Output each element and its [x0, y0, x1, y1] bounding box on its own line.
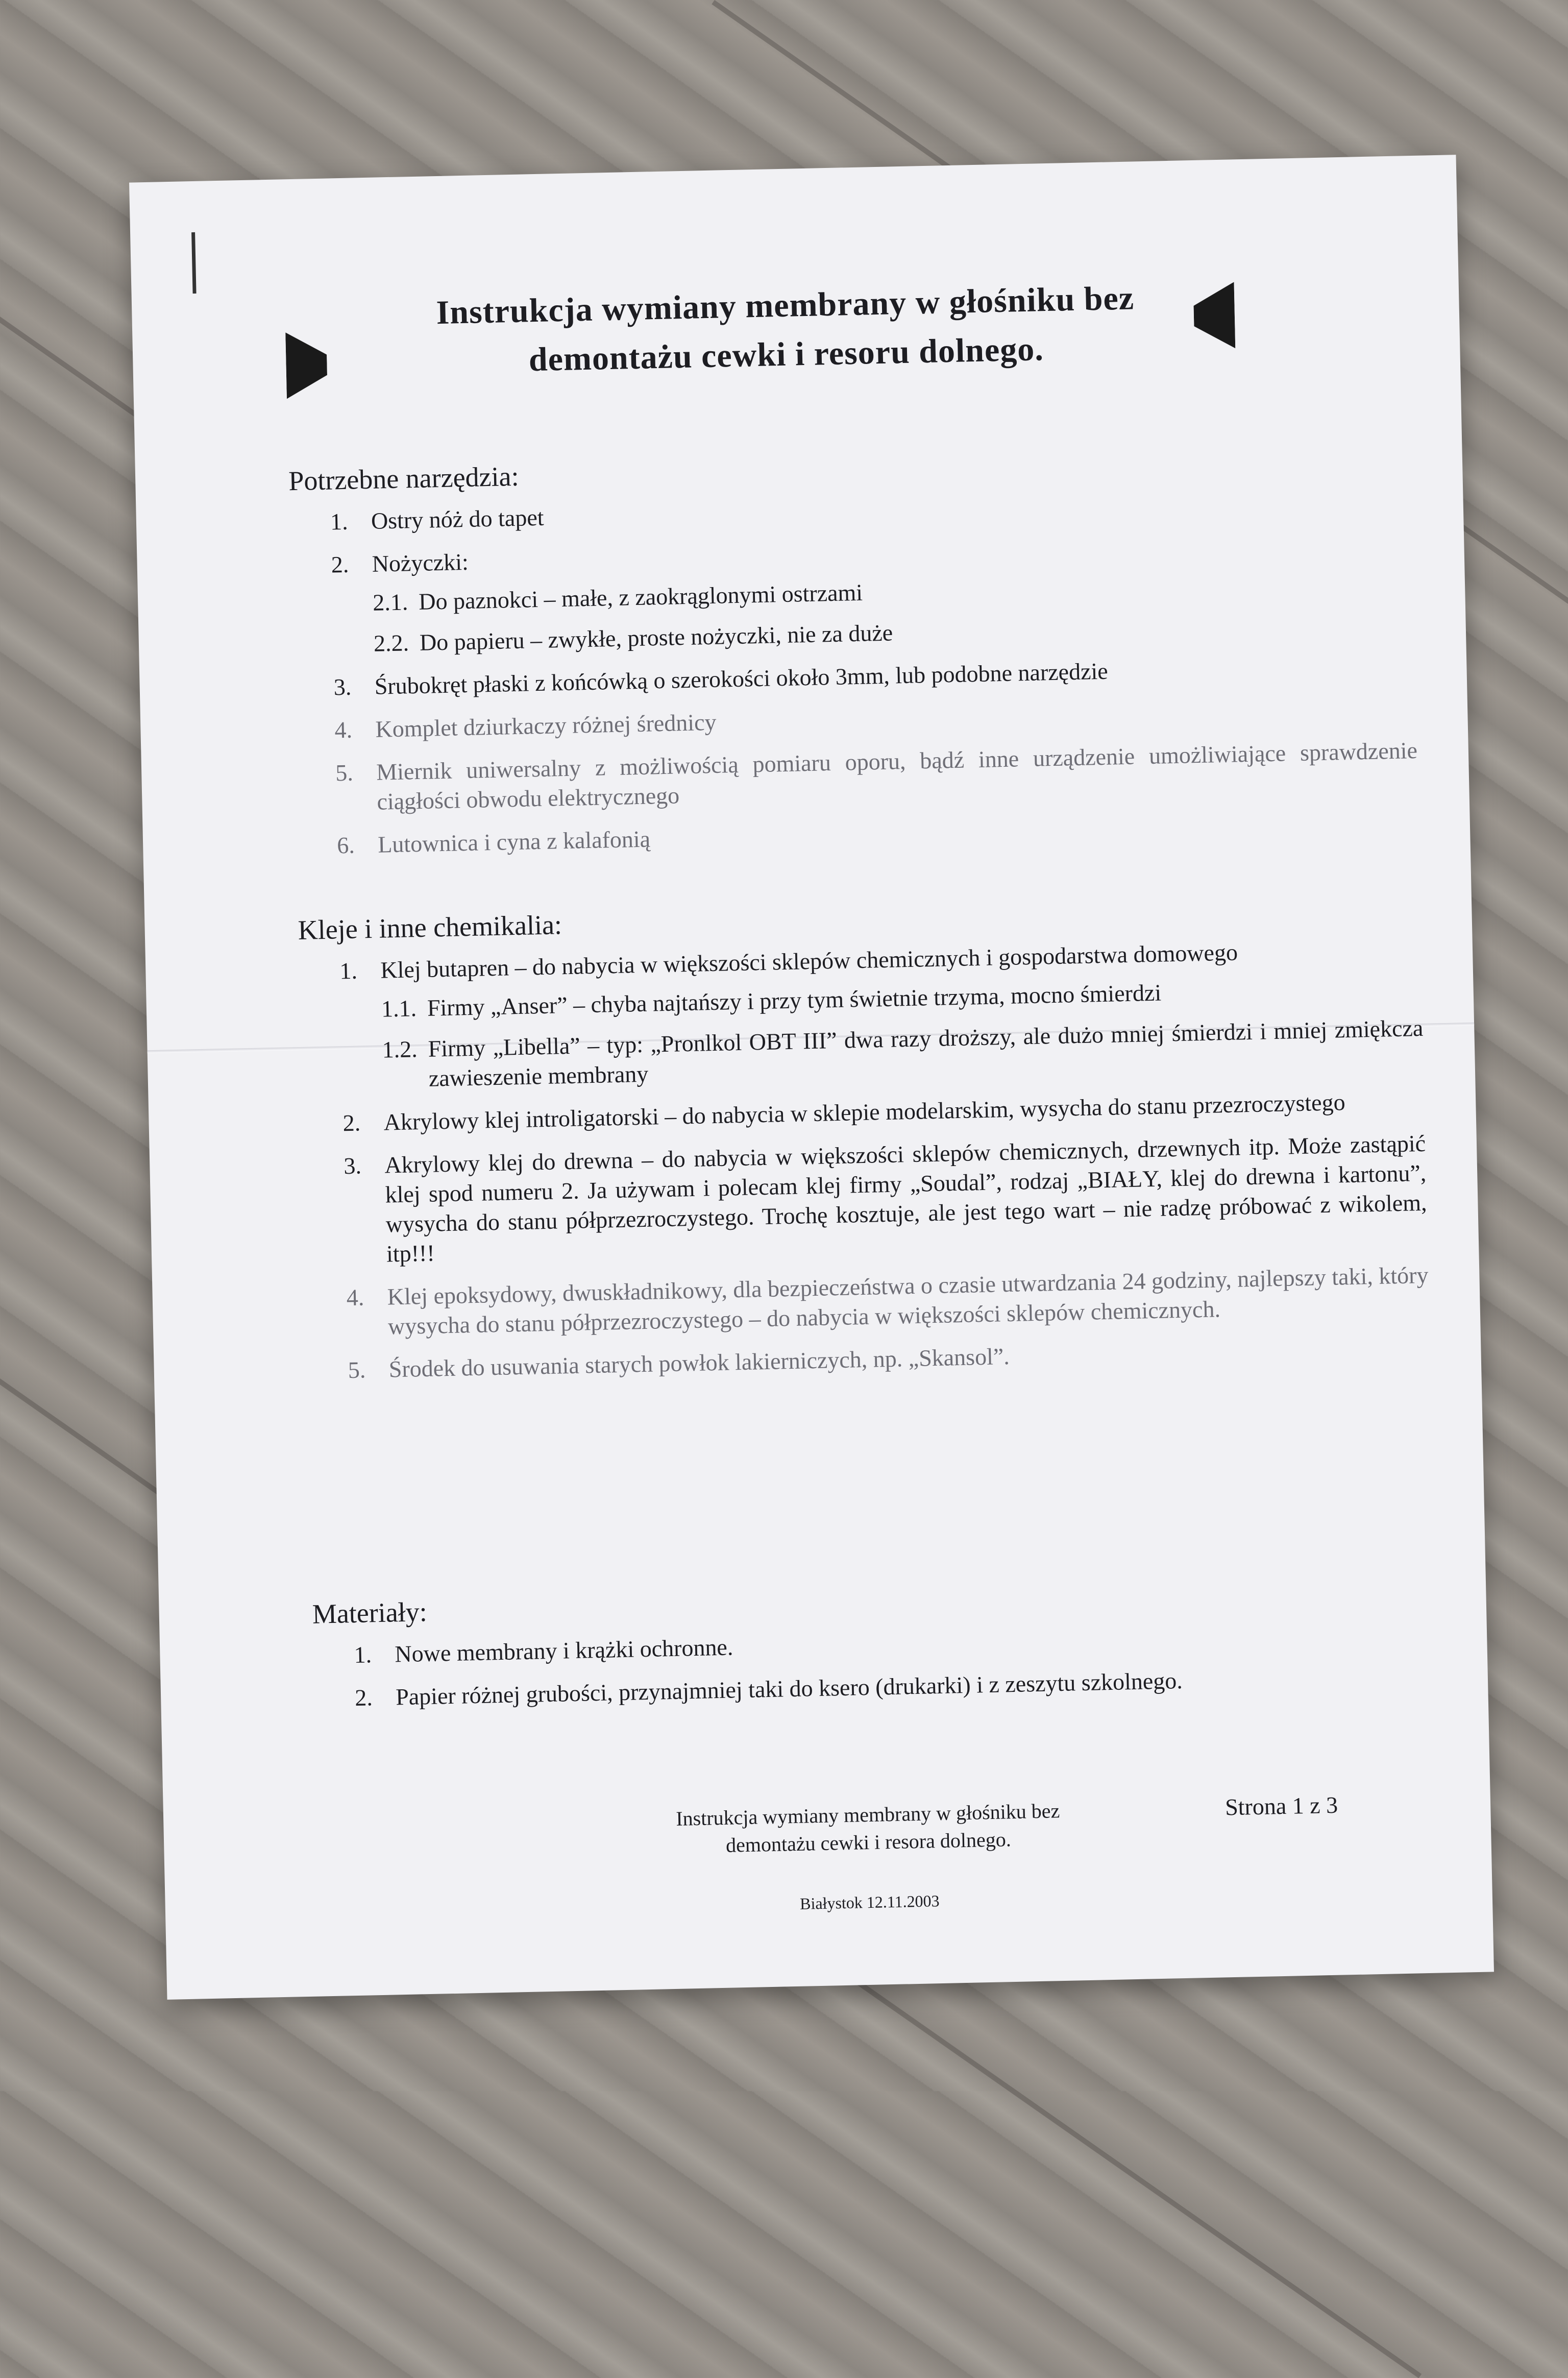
item-text: Środek do usuwania starych powłok lakierniczych, np. „Skansol”. [388, 1343, 1010, 1382]
item-text: Komplet dziurkaczy różnej średnicy [375, 709, 717, 742]
footer-title-line: Instrukcja wymiany membrany w głośniku bez [675, 1799, 1060, 1830]
glues-list [299, 934, 1430, 1386]
sub-item [382, 1013, 1424, 1095]
item-number: 4. [346, 1284, 364, 1311]
sub-list [381, 973, 1424, 1095]
item-number: 3. [343, 1152, 362, 1179]
item-number: 6. [336, 832, 355, 859]
list-item [342, 1086, 1425, 1138]
item-number: 5. [348, 1356, 366, 1384]
section-heading: Materiały: [312, 1596, 428, 1630]
item-number: 1. [339, 957, 358, 984]
item-number: 3. [333, 673, 352, 700]
speaker-icon [1193, 282, 1236, 349]
item-number: 2. [354, 1684, 373, 1711]
list-item [334, 693, 1417, 745]
item-text: Papier różnej grubości, przynajmniej taki do ksero (drukarki) i z zeszytu szkolnego. [395, 1667, 1183, 1710]
section-heading: Kleje i inne chemikalia: [298, 909, 562, 946]
section-heading: Potrzebne narzędzia: [288, 460, 520, 497]
list-item [348, 1333, 1430, 1385]
list-item [331, 527, 1415, 659]
page-number: Strona 1 z 3 [1224, 1791, 1338, 1821]
list-item [337, 808, 1419, 860]
item-text: Klej epoksydowy, dwuskładnikowy, dla bezpieczeństwa o czasie utwardzania 24 godziny, najlepszy taki, który wysycha do stanu półprzezroczystego – do nabycia w większości sklepów chemicznych. [387, 1261, 1429, 1340]
item-number: 2. [342, 1109, 361, 1136]
footer-title [623, 1796, 1114, 1861]
list-item [335, 736, 1418, 817]
document-page [129, 155, 1494, 2000]
tools-list [289, 484, 1419, 861]
item-text: Miernik uniwersalny z możliwością pomiaru oporu, bądź inne urządzenie umożliwiające sprawdzenie ciągłości obwodu elektrycznego [376, 737, 1418, 815]
materials-list [313, 1618, 1437, 1714]
item-number: 2. [331, 551, 349, 578]
staple-mark [191, 232, 197, 294]
item-text: Lutownica i cyna z kalafonią [377, 826, 651, 858]
item-text: Nożyczki: [372, 548, 469, 577]
item-number: 1.2. [382, 1036, 418, 1063]
list-item [355, 1661, 1437, 1713]
item-text: Firmy „Anser” – chyba najtańszy i przy tym świetnie trzyma, mocno śmierdzi [427, 979, 1162, 1021]
item-number: 4. [334, 716, 353, 743]
item-number: 5. [335, 759, 354, 786]
item-text: Firmy „Libella” – typ: „Pronlkol OBT III” dwa razy droższy, ale dużo mniej śmierdzi i mniej zmiękcza zawieszenie membrany [428, 1014, 1424, 1091]
item-number: 2.2. [373, 629, 409, 657]
item-text: Ostry nóż do tapet [371, 504, 544, 534]
tools-section [288, 442, 1419, 875]
item-text: Klej butapren – do nabycia w większości sklepów chemicznych i gospodarstwa domowego [380, 939, 1238, 983]
item-number: 1. [353, 1641, 372, 1668]
item-number: 1.1. [381, 995, 417, 1022]
sub-list [373, 566, 1415, 659]
item-text: Do papieru – zwykłe, proste nożyczki, nie za duże [419, 619, 893, 656]
list-item [346, 1260, 1429, 1342]
title-line: demontażu cewki i resoru dolnego. [528, 330, 1044, 379]
item-text: Do paznokci – małe, z zaokrąglonymi ostrzami [418, 579, 863, 615]
list-item [344, 1129, 1428, 1270]
place-date: Białystok 12.11.2003 [799, 1891, 940, 1913]
document-title [377, 273, 1195, 387]
item-number: 2.1. [372, 589, 408, 616]
footer-title-line: demontażu cewki i resora dolnego. [725, 1828, 1012, 1857]
item-number: 1. [330, 508, 349, 535]
sub-item [373, 607, 1415, 659]
glues-section [298, 891, 1430, 1399]
item-text: Nowe membrany i krążki ochronne. [394, 1634, 733, 1667]
item-text: Akrylowy klej introligatorski – do nabycia w sklepie modelarskim, wysycha do stanu przezroczystego [383, 1089, 1346, 1135]
list-item [339, 934, 1424, 1095]
title-line: Instrukcja wymiany membrany w głośniku bez [435, 279, 1135, 332]
item-text: Śrubokręt płaski z końcówką o szerokości około 3mm, lub podobne narzędzie [374, 658, 1109, 699]
item-text: Akrylowy klej do drewna – do nabycia w większości sklepów chemicznych, drzewnych itp. Może zastąpić klej spod numeru 2. Ja używam i polecam klej firmy „Soudal”, rodzaj „BIAŁY, klej do drewna i kartonu”, wysycha do stanu półprzezroczystego. Trochę kosztuje, ale jest tego wart – nie radzę próbować z wikolem, itp!!! [384, 1130, 1427, 1267]
speaker-icon [285, 332, 328, 399]
list-item [333, 650, 1416, 702]
materials-section [312, 1575, 1437, 1727]
